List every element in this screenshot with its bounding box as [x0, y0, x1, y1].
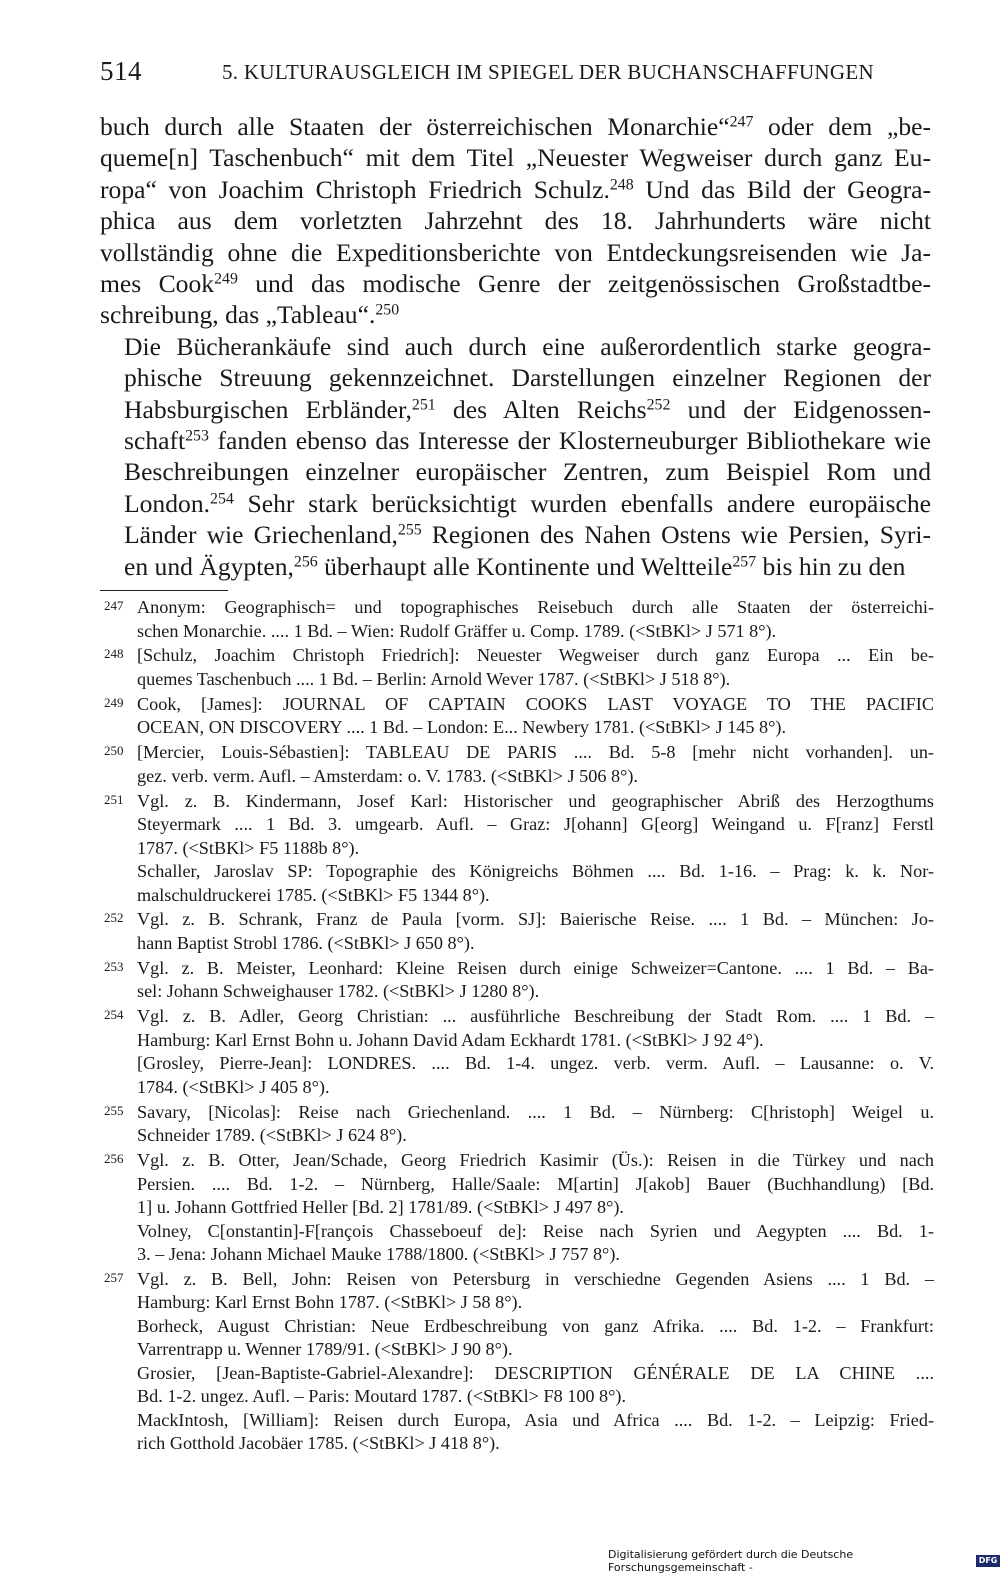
footnote-number: 250 [104, 743, 124, 759]
footnote-line: Vgl. z. B. Otter, Jean/Schade, Georg Friedrich Kasimir (Üs.): Reisen in die Türkey und nach [137, 1150, 934, 1171]
footnote-number: 253 [104, 958, 124, 974]
footnote [104, 1005, 934, 1099]
footnote-line: [Schulz, Joachim Christoph Friedrich]: Neuester Wegweiser durch ganz Europa ... Ein be- [137, 645, 934, 666]
text-segment: Habsburgischen Erbländer, [124, 394, 412, 424]
footnote [104, 957, 934, 1004]
footnote-line: rich Gotthold Jacobäer 1785. (<StBKl> J 418 8°). [137, 1433, 500, 1454]
text-segment: und der Eidgenossen- [670, 394, 931, 424]
footnote-number: 255 [104, 1102, 124, 1118]
text-segment: schaft [124, 426, 186, 456]
text-segment: Beschreibungen einzelner europäischer Zentren, zum Beispiel Rom und [124, 457, 931, 487]
footnote-line: Bd. 1-2. ungez. Aufl. – Paris: Moutard 1787. (<StBKl> F8 100 8°). [137, 1386, 627, 1407]
footnote-number: 248 [104, 646, 124, 662]
footnote-reference[interactable]: 253 [185, 427, 209, 445]
footnote-line: Anonym: Geographisch= und topographisches Reisebuch durch alle Staaten der österreichi- [137, 597, 934, 617]
text-segment: des Alten Reichs [435, 394, 647, 424]
footnote-line: malschuldruckerei 1785. (<StBKl> F5 1344 8°). [137, 884, 490, 905]
footnote [104, 1268, 934, 1456]
footnote-line: gez. verb. verm. Aufl. – Amsterdam: o. V. 1783. (<StBKl> J 506 8°). [137, 765, 638, 786]
text-segment: bis hin zu den [756, 551, 906, 581]
footnote-line: Grosier, [Jean-Baptiste-Gabriel-Alexandre]: DESCRIPTION GÉNÉRALE DE LA CHINE .... [137, 1362, 934, 1383]
footnote-line: Hamburg: Karl Ernst Bohn 1787. (<StBKl> J 58 8°). [137, 1292, 523, 1313]
text-segment: oder dem „be- [753, 112, 931, 141]
text-segment: fanden ebenso das Interesse der Klosterneuburger Bibliothekare wie [208, 426, 931, 456]
footnote-line: Borheck, August Christian: Neue Erdbeschreibung von ganz Afrika. .... Bd. 1-2. – Frankfurt: [137, 1315, 934, 1336]
footnote-reference[interactable]: 255 [397, 521, 422, 539]
footnote-number: 256 [104, 1151, 124, 1167]
footnote [104, 644, 934, 691]
text-segment: mes Cook [100, 269, 215, 299]
footnote-reference[interactable]: 252 [646, 395, 671, 413]
footnote-reference[interactable]: 248 [609, 176, 634, 194]
footnote-reference[interactable]: 247 [729, 113, 754, 131]
text-line [100, 111, 931, 142]
footnote-number: 247 [104, 598, 124, 613]
text-segment: en und Ägypten, [124, 551, 294, 581]
footnote-line: Vgl. z. B. Kindermann, Josef Karl: Historischer und geographischer Abriß des Herzogthums [137, 790, 934, 811]
footnote-number: 254 [104, 1007, 124, 1023]
text-line [100, 268, 931, 299]
footnote [104, 790, 934, 908]
footnote-line: Vgl. z. B. Bell, John: Reisen von Petersburg in verschiedne Gegenden Asiens .... 1 Bd. – [137, 1268, 934, 1289]
footnote-line: Volney, C[onstantin]-F[rançois Chasseboeuf de]: Reise nach Syrien und Aegypten .... Bd. 1- [137, 1220, 934, 1241]
footnote-line: OCEAN, ON DISCOVERY .... 1 Bd. – London: E... Newbery 1781. (<StBKl> J 145 8°). [137, 717, 787, 738]
text-segment: Länder wie Griechenland, [124, 520, 398, 550]
paragraph-1 [100, 111, 931, 331]
text-segment: ropa“ von Joachim Christoph Friedrich Schulz. [100, 174, 610, 204]
body-text [100, 111, 931, 582]
footnote-line: schen Monarchie. .... 1 Bd. – Wien: Rudolf Gräffer u. Comp. 1789. (<StBKl> J 571 8°). [137, 620, 777, 641]
digitization-note [608, 1548, 1000, 1574]
text-line [100, 519, 931, 550]
footnote-line: Schaller, Jaroslav SP: Topographie des Königreichs Böhmen .... Bd. 1-16. – Prag: k. k. Nor- [137, 861, 934, 882]
footnote-number: 257 [104, 1269, 124, 1285]
text-segment: schreibung, das „Tableau“. [100, 300, 376, 330]
dfg-logo-icon: DFG [976, 1555, 1000, 1567]
footnote-line: MackIntosh, [William]: Reisen durch Europa, Asia und Africa .... Bd. 1-2. – Leipzig: Fried- [137, 1409, 934, 1430]
footnote [104, 1101, 934, 1148]
footnote-reference[interactable]: 257 [732, 552, 757, 570]
page-number: 514 [100, 56, 142, 86]
footnote-rule [100, 590, 228, 591]
text-segment: phica aus dem vorletzten Jahrzehnt des 18. Jahrhunderts wäre nicht [100, 206, 931, 236]
footnote-line: [Grosley, Pierre-Jean]: LONDRES. .... Bd. 1-4. ungez. verb. verm. Aufl. – Lausanne: o. V. [137, 1053, 934, 1074]
footnote-line: 1787. (<StBKl> F5 1188b 8°). [137, 837, 360, 858]
text-line [100, 237, 931, 268]
text-line [100, 456, 931, 487]
text-segment: buch durch alle Staaten der österreichischen Monarchie“ [100, 112, 730, 141]
footnote-number: 251 [104, 791, 124, 807]
footnote-reference[interactable]: 249 [214, 270, 238, 288]
footnote [104, 741, 934, 788]
footnote-reference[interactable]: 250 [375, 301, 400, 319]
text-segment: Regionen des Nahen Ostens wie Persien, Syri- [421, 520, 931, 550]
footnote-line: 1784. (<StBKl> J 405 8°). [137, 1076, 330, 1097]
footnote-line: hann Baptist Strobl 1786. (<StBKl> J 650 8°). [137, 932, 475, 953]
digitization-text: Digitalisierung gefördert durch die Deutsche Forschungsgemeinschaft - [608, 1548, 854, 1574]
footnote [104, 596, 934, 643]
footnote [104, 693, 934, 740]
footnote-line: Persien. .... Bd. 1-2. – Nürnberg, Halle/Saale: M[artin] J[akob] Bauer (Buchhandlung) [Bd. [137, 1173, 934, 1194]
text-segment: überhaupt alle Kontinente und Weltteile [317, 551, 733, 581]
footnote-line: Schneider 1789. (<StBKl> J 624 8°). [137, 1125, 407, 1146]
text-line [100, 299, 931, 330]
footnote-reference[interactable]: 254 [210, 490, 234, 508]
text-line [100, 362, 931, 393]
footnote-line: 1] u. Johann Gottfried Heller [Bd. 2] 1781/89. (<StBKl> J 497 8°). [137, 1197, 624, 1218]
footnote-number: 249 [104, 694, 124, 710]
footnote-line: Vgl. z. B. Adler, Georg Christian: ... ausführliche Beschreibung der Stadt Rom. .... 1 Bd. – [137, 1006, 934, 1027]
running-head: 5. KULTURAUSGLEICH IM SPIEGEL DER BUCHANSCHAFFUNGEN [222, 60, 874, 84]
text-segment: London. [124, 488, 211, 518]
footnote-line: 3. – Jena: Johann Michael Mauke 1788/1800. (<StBKl> J 757 8°). [137, 1244, 620, 1265]
text-line [100, 331, 931, 362]
text-segment: phische Streuung gekennzeichnet. Darstellungen einzelner Regionen der [124, 363, 931, 393]
footnote [104, 908, 934, 955]
footnote-line: sel: Johann Schweighauser 1782. (<StBKl> J 1280 8°). [137, 981, 540, 1002]
text-segment: und das modische Genre der zeitgenössischen Großstadtbe- [237, 269, 931, 299]
footnote-line: [Mercier, Louis-Sébastien]: TABLEAU DE PARIS .... Bd. 5-8 [mehr nicht vorhanden]. un- [137, 742, 934, 763]
footnote-number: 252 [104, 910, 124, 926]
text-line [100, 394, 931, 425]
footnote-line: Hamburg: Karl Ernst Bohn u. Johann David Adam Eckhardt 1781. (<StBKl> J 92 4°). [137, 1029, 764, 1050]
text-segment: Sehr stark berücksichtigt wurden ebenfalls andere europäische [233, 488, 931, 518]
footnote [104, 1149, 934, 1267]
text-segment: queme[n] Taschenbuch“ mit dem Titel „Neuester Wegweiser durch ganz Eu- [100, 143, 931, 173]
footnote-line: Cook, [James]: JOURNAL OF CAPTAIN COOKS LAST VOYAGE TO THE PACIFIC [137, 693, 934, 714]
footnote-reference[interactable]: 251 [411, 395, 436, 413]
text-line [100, 425, 931, 456]
footnote-line: Savary, [Nicolas]: Reise nach Griechenland. .... 1 Bd. – Nürnberg: C[hristoph] Weigel u. [137, 1101, 934, 1122]
footnote-reference[interactable]: 256 [293, 552, 318, 570]
footnote-line: Varrentrapp u. Wenner 1789/91. (<StBKl> J 90 8°). [137, 1339, 513, 1360]
text-line [100, 488, 931, 519]
footnote-line: quemes Taschenbuch .... 1 Bd. – Berlin: Arnold Wever 1787. (<StBKl> J 518 8°). [137, 668, 731, 689]
text-segment: Und das Bild der Geogra- [633, 174, 931, 204]
text-segment: Die Bücherankäufe sind auch durch eine außerordentlich starke geogra- [124, 331, 931, 361]
text-line [100, 142, 931, 173]
footnotes [104, 596, 934, 1457]
text-line [100, 551, 931, 582]
footnote-line: Vgl. z. B. Meister, Leonhard: Kleine Reisen durch einige Schweizer=Cantone. .... 1 Bd. – Ba- [137, 957, 934, 978]
text-line [100, 174, 931, 205]
text-segment: vollständig ohne die Expeditionsberichte von Entdeckungsreisenden wie Ja- [100, 237, 931, 267]
footnote-line: Steyermark .... 1 Bd. 3. umgearb. Aufl. – Graz: J[ohann] G[eorg] Weingand u. F[ranz] Ferstl [137, 814, 934, 835]
footnote-line: Vgl. z. B. Schrank, Franz de Paula [vorm. SJ]: Baierische Reise. .... 1 Bd. – München: Jo- [137, 909, 934, 930]
text-line [100, 205, 931, 236]
paragraph-2 [100, 331, 931, 582]
